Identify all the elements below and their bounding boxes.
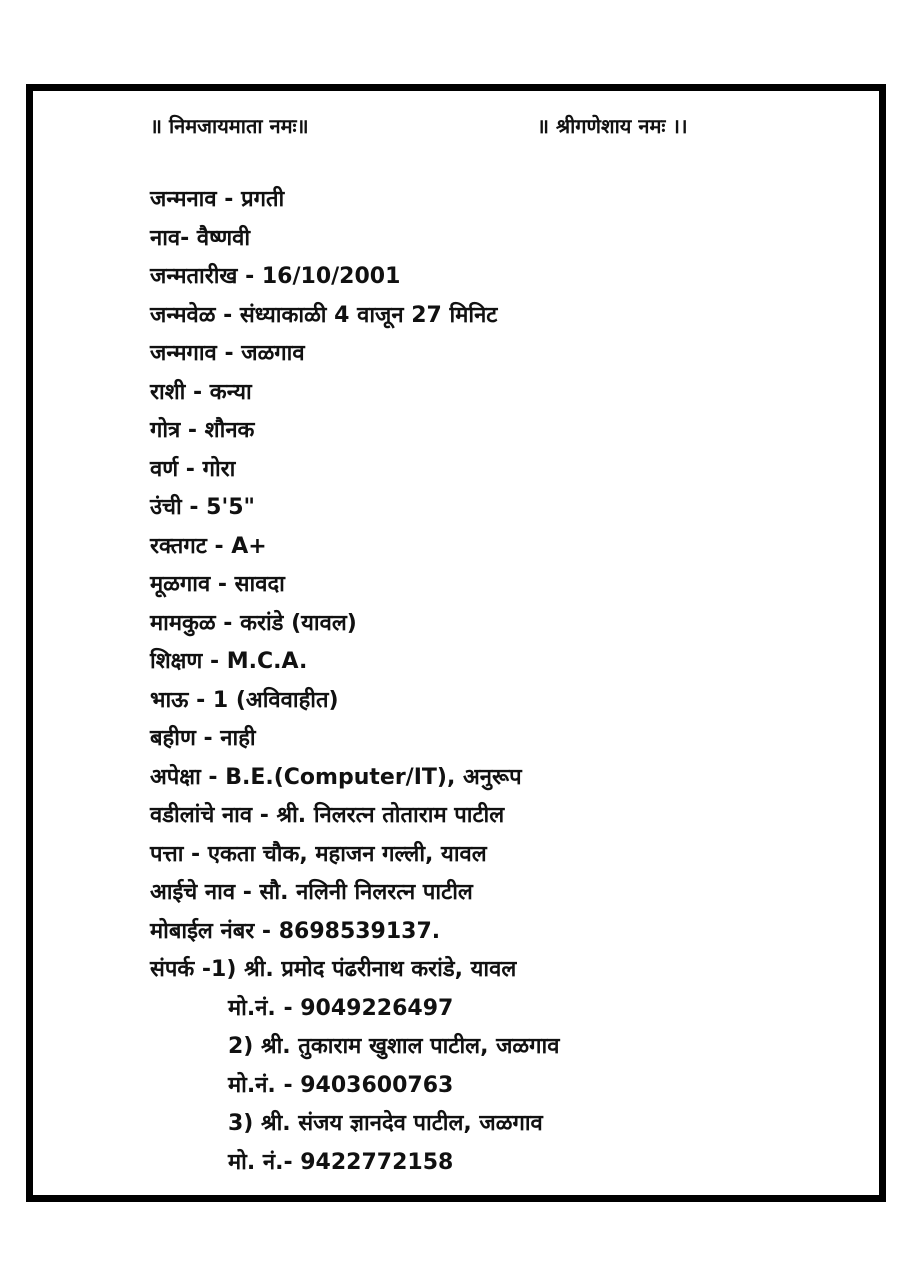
- birth-date-line: जन्मतारीख - 16/10/2001: [150, 264, 401, 289]
- birth-time-line: जन्मवेळ - संध्याकाळी 4 वाजून 27 मिनिट: [150, 302, 498, 328]
- header-left-invocation: ॥ निमजायमाता नमः॥: [150, 114, 309, 138]
- maternal-family-line: मामकुळ - करांडे (यावल): [150, 610, 357, 636]
- birth-name-line: जन्मनाव - प्रगती: [150, 187, 285, 212]
- gotra-line: गोत्र - शौनक: [150, 418, 255, 443]
- contact-1-phone: मो.नं. - 9049226497: [228, 995, 454, 1021]
- contact-2-line: 2) श्री. तुकाराम खुशाल पाटील, जळगाव: [228, 1034, 560, 1059]
- address-line: पत्ता - एकता चौक, महाजन गल्ली, यावल: [150, 841, 487, 867]
- father-name-line: वडीलांचे नाव - श्री. निलरत्न तोताराम पाटील: [150, 803, 505, 828]
- contact-3-line: 3) श्री. संजय ज्ञानदेव पाटील, जळगाव: [228, 1111, 543, 1136]
- contact-3-phone: मो. नं.- 9422772158: [228, 1149, 454, 1175]
- biodata-list: [150, 181, 850, 1182]
- contact-2-phone: मो.नं. - 9403600763: [228, 1072, 454, 1098]
- native-place-line: मूळगाव - सावदा: [150, 572, 285, 597]
- sister-line: बहीण - नाही: [150, 726, 256, 751]
- name-line: नाव- वैष्णवी: [150, 225, 251, 251]
- blood-group-line: रक्तगट - A+: [150, 533, 267, 559]
- education-line: शिक्षण - M.C.A.: [150, 649, 308, 674]
- expectation-line: अपेक्षा - B.E.(Computer/IT), अनुरूप: [150, 764, 522, 790]
- rashi-line: राशी - कन्या: [150, 379, 252, 405]
- header-right-invocation: ॥ श्रीगणेशाय नमः ।।: [537, 114, 688, 138]
- brother-line: भाऊ - 1 (अविवाहीत): [150, 687, 339, 713]
- contact-1-line: संपर्क -1) श्री. प्रमोद पंढरीनाथ करांडे, यावल: [150, 957, 517, 982]
- birth-place-line: जन्मगाव - जळगाव: [150, 341, 305, 366]
- complexion-line: वर्ण - गोरा: [150, 456, 236, 482]
- height-line: उंची - 5'5": [150, 495, 255, 520]
- mobile-number-line: मोबाईल नंबर - 8698539137.: [150, 918, 441, 944]
- mother-name-line: आईचे नाव - सौ. नलिनी निलरत्न पाटील: [150, 880, 473, 905]
